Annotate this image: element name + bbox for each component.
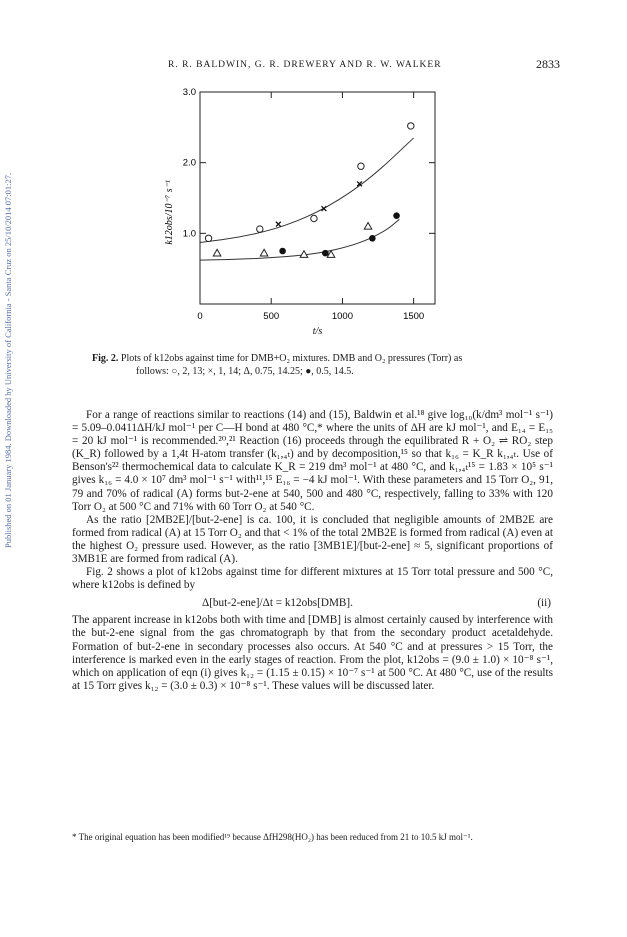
data-point-open-triangle <box>300 251 308 258</box>
x-tick-label: 500 <box>263 311 280 322</box>
footnote <box>72 831 553 843</box>
x-tick-label: 0 <box>197 311 203 322</box>
paragraph-rate-constants: For a range of reactions similar to reactions (14) and (15), Baldwin et al.¹⁸ give log₁₀(k/dm³ mol⁻¹ s⁻¹) = 5.09–0.0411ΔH/kJ mol⁻¹ per C—H bond at 480 °C,* where the units of ΔH are kJ mol⁻¹, and E₁₄ = E₁₅ = 20 kJ mol⁻¹ is recommended.²⁰,²¹ Reaction (16) proceeds through the equilibrated R + O₂ ⇌ RO₂ step (K_R) followed by a 1,4t H-atom transfer (k₁,₄ₜ) and by decomposition,¹⁵ so that k₁₆ = K_R k₁,₄ₜ. Use of Benson's²² thermochemical data to calculate K_R = 219 dm³ mol⁻¹ at 480 °C, and k₁,₄ₜ¹⁵ = 1.83 × 10⁵ s⁻¹ gives k₁₆ = 4.0 × 10⁷ dm³ mol⁻¹ s⁻¹ with¹¹,¹⁵ E₁₆ = −4 kJ mol⁻¹. With these parameters and 15 Torr O₂, 91, 79 and 70% of radical (A) forms but-2-ene at 540, 500 and 480 °C, respectively, falling to 33% with 120 Torr O₂ at 500 °C and 71% with 60 Torr O₂ at 540 °C. <box>72 409 553 513</box>
data-point-cross <box>322 206 327 211</box>
data-point-cross <box>276 222 281 227</box>
x-tick-label: 1500 <box>403 311 425 322</box>
data-point-open-triangle <box>364 222 372 229</box>
caption-text: Plots of k12obs against time for DMB+O₂ mixtures. DMB and O₂ pressures (Torr) as <box>120 353 463 364</box>
data-point-open-triangle <box>213 249 221 256</box>
y-tick-label: 2.0 <box>182 157 196 169</box>
figure-2-chart <box>150 84 470 354</box>
equation-ii <box>72 595 553 612</box>
caption-legend: follows: ○, 2, 13; ×, 1, 14; Δ, 0.75, 14.25; ●, 0.5, 14.5. <box>136 366 354 377</box>
running-head-authors: R. R. BALDWIN, G. R. DREWERY AND R. W. WALKER <box>168 60 442 70</box>
x-tick-label: 1000 <box>331 311 353 322</box>
data-point-open-circle <box>358 163 364 169</box>
data-point-filled-circle <box>393 212 400 219</box>
data-point-open-circle <box>408 123 414 129</box>
figure-caption <box>92 352 552 378</box>
data-point-open-circle <box>257 226 263 232</box>
y-tick-label: 1.0 <box>182 228 196 240</box>
plot-frame <box>200 92 435 304</box>
data-point-open-triangle <box>260 249 268 256</box>
equation-text: Δ[but-2-ene]/Δt = k12obs[DMB]. <box>202 597 353 610</box>
x-axis-label: t/s <box>312 326 323 337</box>
data-point-filled-circle <box>279 248 286 255</box>
paragraph-interference: The apparent increase in k12obs both with time and [DMB] is almost certainly caused by interference with the but-2-ene signal from the gas chromatograph by that from the secondary product acetaldehyde. Formation of but-2-ene in secondary processes also occurs. At 540 °C and at pressures > 15 Torr, the interference is marked even in the early stages of reaction. From the plot, k12obs = (9.0 ± 1.0) × 10⁻⁸ s⁻¹, which on application of eqn (i) gives k₁₂ = (1.15 ± 0.15) × 10⁻⁷ s⁻¹ at 500 °C. At 480 °C, use of the results at 15 Torr gives k₁₂ = (3.0 ± 0.3) × 10⁻⁸ s⁻¹. These values will be discussed later. <box>72 614 553 692</box>
y-tick-label: 3.0 <box>182 87 196 98</box>
article-body <box>72 409 553 693</box>
page-number: 2833 <box>536 57 560 71</box>
data-point-filled-circle <box>369 235 376 242</box>
figure-label: Fig. 2. <box>92 353 119 364</box>
y-axis-label: k12obs/10⁻⁷ s⁻¹ <box>164 180 175 245</box>
download-watermark: Published on 01 January 1984. Downloaded by University of California - Santa Cruz on 25/10/2014 07:01:27. <box>3 172 13 548</box>
data-point-open-circle <box>205 235 211 241</box>
data-point-filled-circle <box>322 250 329 257</box>
paragraph-product-ratio: As the ratio [2MB2E]/[but-2-ene] is ca. 100, it is concluded that negligible amounts of 2MB2E are formed from radical (A) at 15 Torr O₂ and that < 1% of the total 2MB2E is formed from radical (A) even at the highest O₂ pressure used. However, as the ratio [3MB1E]/[but-2-ene] ≈ 5, significant proportions of 3MB1E are formed from radical (A). <box>72 513 553 566</box>
paragraph-fig2-intro: Fig. 2 shows a plot of k12obs against time for different mixtures at 15 Torr total pressure and 500 °C, where k12obs is defined by <box>72 566 553 592</box>
fit-curve-upper <box>200 138 414 243</box>
data-point-open-circle <box>311 215 317 221</box>
equation-number: (ii) <box>537 597 551 610</box>
footnote-text: * The original equation has been modified¹⁹ because ΔfH298(HO₂) has been reduced from 21 to 10.5 kJ mol⁻¹. <box>72 832 473 842</box>
